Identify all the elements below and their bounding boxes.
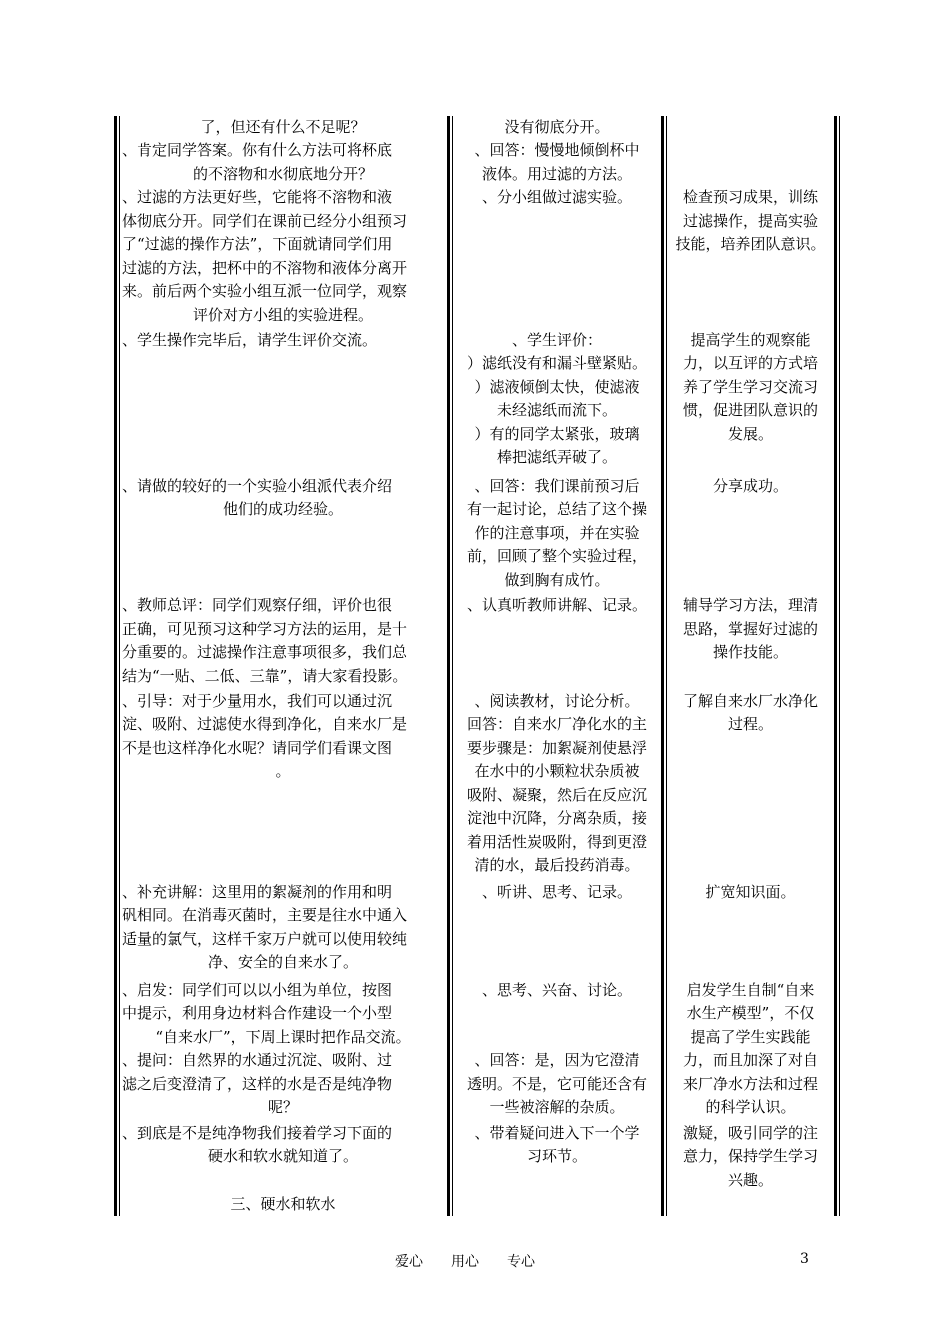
col3-text-line: 养了学生学习交流习 xyxy=(682,378,818,396)
table-border-left xyxy=(114,116,117,1216)
col2-text-line: 淀池中沉降，分离杂质，接 xyxy=(466,809,647,827)
col2-text-line: 、思考、兴奋、讨论。 xyxy=(481,981,632,999)
col1-text-line: 、过滤的方法更好些，它能将不溶物和液 xyxy=(122,188,393,206)
col1-text-line: 、启发：同学们可以以小组为单位，按图 xyxy=(122,981,393,999)
col2-text-line: 吸附、凝聚，然后在反应沉 xyxy=(466,786,647,804)
col1-text-line: 、提问：自然界的水通过沉淀、吸附、过 xyxy=(122,1051,393,1069)
col1-text-line: 三、硬水和软水 xyxy=(230,1195,336,1213)
col1-text-line: 体彻底分开。同学们在课前已经分小组预习 xyxy=(122,212,408,230)
col1-text-line: 呢？ xyxy=(267,1098,298,1116)
col2-text-line: 、带着疑问进入下一个学 xyxy=(474,1124,640,1142)
col1-text-line: “自来水厂”，下周上课时把作品交流。 xyxy=(155,1028,411,1046)
col2-text-line: 清的水，最后投药消毒。 xyxy=(474,856,640,874)
col2-text-line: 、回答：慢慢地倾倒杯中 xyxy=(474,141,640,159)
col3-text-line: 惯，促进团队意识的 xyxy=(682,401,818,419)
col1-text-line: 硬水和软水就知道了。 xyxy=(207,1147,358,1165)
col1-text-line: 。 xyxy=(275,762,291,780)
col2-text-line: 着用活性炭吸附，得到更澄 xyxy=(466,833,647,851)
page-number: 3 xyxy=(800,1251,809,1267)
col2-text-line: 液体。用过滤的方法。 xyxy=(481,165,632,183)
col1-text-line: 、肯定同学答案。你有什么方法可将杯底 xyxy=(122,141,393,159)
col3-text-line: 兴趣。 xyxy=(727,1171,773,1189)
col3-text-line: 分享成功。 xyxy=(712,477,788,495)
col2-text-line: 作的注意事项，并在实验 xyxy=(474,524,640,542)
col2-text-line: 习环节。 xyxy=(526,1147,587,1165)
col1-text-line: 的不溶物和水彻底地分开？ xyxy=(192,165,373,183)
col3-text-line: 意力，保持学生学习 xyxy=(682,1147,818,1165)
col2-text-line: 、听讲、思考、记录。 xyxy=(481,883,632,901)
column-divider-2-inner xyxy=(666,116,667,1216)
col1-text-line: 淀、吸附、过滤使水得到净化，自来水厂是 xyxy=(122,715,408,733)
student-activity-column xyxy=(455,0,659,1230)
col1-text-line: 不是也这样净化水呢？请同学们看课文图 xyxy=(122,739,393,757)
column-divider-1-inner xyxy=(452,116,453,1216)
col1-text-line: 滤之后变澄清了，这样的水是否是纯净物 xyxy=(122,1075,393,1093)
col2-text-line: 、学生评价： xyxy=(511,331,602,349)
col3-text-line: 过滤操作，提高实验 xyxy=(682,212,818,230)
table-border-right-inner xyxy=(839,116,840,1216)
col3-text-line: 检查预习成果，训练 xyxy=(682,188,818,206)
table-border-left-inner xyxy=(119,116,120,1216)
col3-text-line: 提高学生的观察能 xyxy=(690,331,811,349)
col3-text-line: 的科学认识。 xyxy=(705,1098,796,1116)
col2-text-line: 、回答：我们课前预习后 xyxy=(474,477,640,495)
col3-text-line: 过程。 xyxy=(727,715,773,733)
col1-text-line: 结为“一贴、二低、三靠”，请大家看投影。 xyxy=(122,667,408,685)
col3-text-line: 水生产模型”，不仅 xyxy=(686,1004,815,1022)
col2-text-line: 在水中的小颗粒状杂质被 xyxy=(474,762,640,780)
col3-text-line: 操作技能。 xyxy=(712,643,788,661)
col3-text-line: 扩宽知识面。 xyxy=(705,883,796,901)
col2-text-line: 前，回顾了整个实验过程， xyxy=(466,547,647,565)
col2-text-line: 做到胸有成竹。 xyxy=(504,571,610,589)
col3-text-line: 力，以互评的方式培 xyxy=(682,354,818,372)
col1-text-line: 正确，可见预习这种学习方法的运用，是十 xyxy=(122,620,408,638)
col3-text-line: 提高了学生实践能 xyxy=(690,1028,811,1046)
col2-text-line: 没有彻底分开。 xyxy=(504,118,610,136)
col1-text-line: 中提示，利用身边材料合作建设一个小型 xyxy=(122,1004,393,1022)
col3-text-line: 激疑，吸引同学的注 xyxy=(682,1124,818,1142)
design-intent-column xyxy=(669,0,832,1230)
col1-text-line: 他们的成功经验。 xyxy=(222,500,343,518)
col3-text-line: 思路，掌握好过滤的 xyxy=(682,620,818,638)
col1-text-line: 、教师总评：同学们观察仔细，评价也很 xyxy=(122,596,393,614)
col1-text-line: 、学生操作完毕后，请学生评价交流。 xyxy=(122,331,378,349)
col1-text-line: 、补充讲解：这里用的絮凝剂的作用和明 xyxy=(122,883,393,901)
col1-text-line: 过滤的方法，把杯中的不溶物和液体分离开 xyxy=(122,259,408,277)
column-divider-1 xyxy=(447,116,450,1216)
col2-text-line: 棒把滤纸弄破了。 xyxy=(496,448,617,466)
col1-text-line: 评价对方小组的实验进程。 xyxy=(192,306,373,324)
col3-text-line: 了解自来水厂水净化 xyxy=(682,692,818,710)
col3-text-line: 力，而且加深了对自 xyxy=(682,1051,818,1069)
footer-motto: 爱心 用心 专心 xyxy=(395,1254,535,1270)
col1-text-line: 来。前后两个实验小组互派一位同学，观察 xyxy=(122,282,408,300)
col1-text-line: 矾相同。在消毒灭菌时，主要是往水中通入 xyxy=(122,906,408,924)
col2-text-line: 有一起讨论，总结了这个操 xyxy=(466,500,647,518)
col2-text-line: 一些被溶解的杂质。 xyxy=(489,1098,625,1116)
col1-text-line: 分重要的。过滤操作注意事项很多，我们总 xyxy=(122,643,408,661)
col1-text-line: 了“过滤的操作方法”，下面就请同学们用 xyxy=(122,235,393,253)
col1-text-line: 、引导：对于少量用水，我们可以通过沉 xyxy=(122,692,393,710)
col3-text-line: 启发学生自制“自来 xyxy=(686,981,815,999)
col2-text-line: 、分小组做过滤实验。 xyxy=(481,188,632,206)
col2-text-line: 透明。不是，它可能还含有 xyxy=(466,1075,647,1093)
col1-text-line: 适量的氯气，这样千家万户就可以使用较纯 xyxy=(122,930,408,948)
col1-text-line: 、到底是不是纯净物我们接着学习下面的 xyxy=(122,1124,393,1142)
col2-text-line: 、回答：是，因为它澄清 xyxy=(474,1051,640,1069)
teacher-activity-column xyxy=(122,0,444,1230)
col3-text-line: 来厂净水方法和过程 xyxy=(682,1075,818,1093)
col3-text-line: 发展。 xyxy=(727,425,773,443)
col2-text-line: 回答：自来水厂净化水的主 xyxy=(466,715,647,733)
col2-text-line: 、认真听教师讲解、记录。 xyxy=(466,596,647,614)
col2-text-line: ）滤液倾倒太快，使滤液 xyxy=(474,378,640,396)
table-border-right xyxy=(834,116,837,1216)
col3-text-line: 辅导学习方法，理清 xyxy=(682,596,818,614)
col1-text-line: 、请做的较好的一个实验小组派代表介绍 xyxy=(122,477,393,495)
column-divider-2 xyxy=(661,116,664,1216)
col3-text-line: 技能，培养团队意识。 xyxy=(675,235,826,253)
col2-text-line: 未经滤纸而流下。 xyxy=(496,401,617,419)
col2-text-line: ）滤纸没有和漏斗壁紧贴。 xyxy=(466,354,647,372)
col2-text-line: 、阅读教材，讨论分析。 xyxy=(474,692,640,710)
col1-text-line: 了，但还有什么不足呢？ xyxy=(200,118,366,136)
col2-text-line: ）有的同学太紧张，玻璃 xyxy=(474,425,640,443)
col2-text-line: 要步骤是：加絮凝剂使悬浮 xyxy=(466,739,647,757)
col1-text-line: 净、安全的自来水了。 xyxy=(207,953,358,971)
